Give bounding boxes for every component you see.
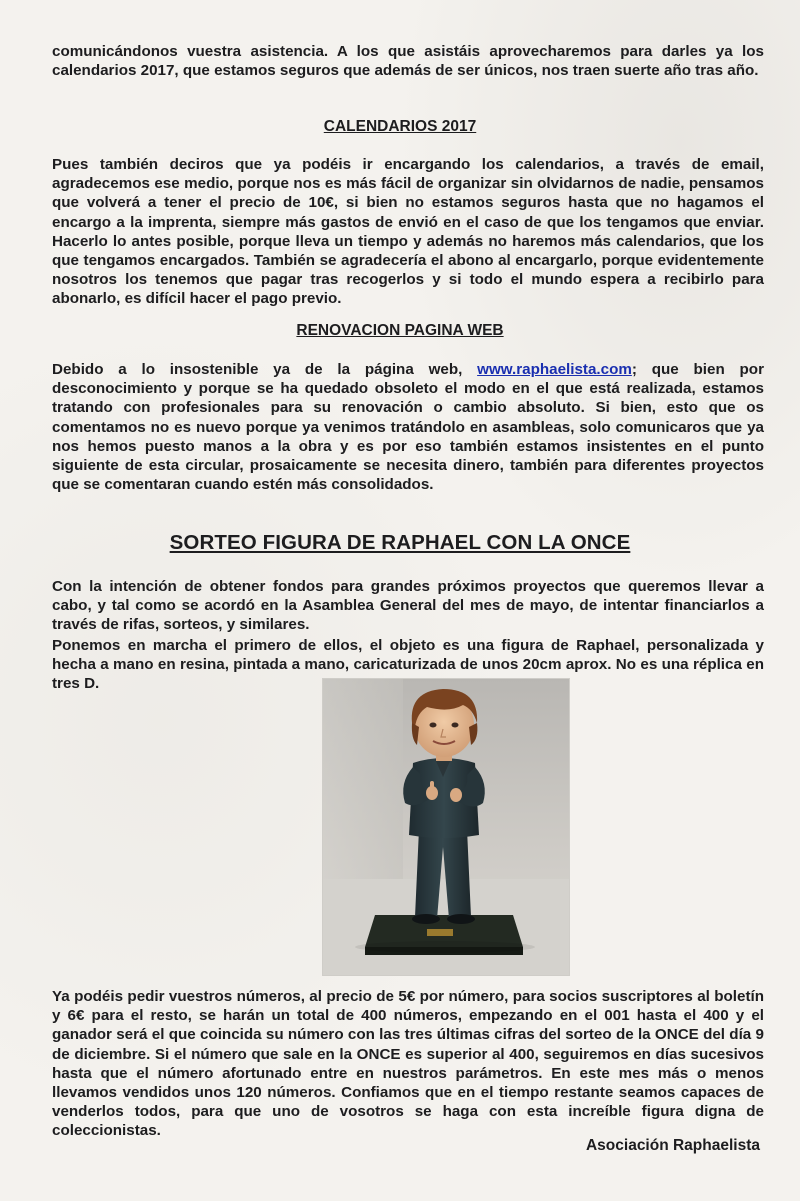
renovacion-paragraph [52,360,764,494]
renovacion-text-end: ; que bien por desconocimiento y porque se ha quedado obsoleto el modo en el que está realizada, estamos tratando con profesionales para su renovación o cambio absoluto. Si bien, esto que os comentamos no es nuevo porque ya venimos tratándolo en asambleas, solo comunicaros que ya nos hemos puesto manos a la obra y es por eso también estamos insistentes en el punto siguiente de esta circular, prosaicamente se necesita dinero, también para diferentes proyectos que se comentaran cuando estén más consolidados. [52,361,764,494]
sorteo-rules-paragraph: Ya podéis pedir vuestros números, al precio de 5€ por número, para socios suscriptores al boletín y 6€ para el resto, se harán un total de 400 números, empezando en el 001 hasta el 400 y el ganador será el que coincida su número con las tres últimas cifras del sorteo de la ONCE del día 9 de diciembre. Si el número que sale en la ONCE es superior al 400, seguiremos en días sucesivos hasta que el número afortunado entre en nuestros parámetros. En este mes más o menos llevamos vendidos unos 120 números. Confiamos que en el tiempo restante seamos capaces de venderlos todos, para que uno de vosotros se haga con esta increíble figura digna de coleccionistas. [52,988,764,1140]
raphael-figure-photo [322,678,570,976]
renovacion-heading: RENOVACION PAGINA WEB [296,322,504,339]
sorteo-heading: SORTEO FIGURA DE RAPHAEL CON LA ONCE [169,531,631,554]
calendarios-heading: CALENDARIOS 2017 [323,118,477,135]
renovacion-text-start: Debido a lo insostenible ya de la página web, [52,361,478,378]
sorteo-figure-description: Ponemos en marcha el primero de ellos, el objeto es una figura de Raphael, personalizada y hecha a mano en resina, pintada a mano, caricaturizada de unos 20cm aprox. No es una réplica en tres D. [52,637,764,693]
calendarios-paragraph: Pues también deciros que ya podéis ir encargando los calendarios, a través de email, agradecemos ese medio, porque nos es más fácil de organizar sin olvidarnos de nadie, pensamos que volverá a tener el precio de 10€, si bien no estamos seguros hasta que no hagamos el encargo a la imprenta, siempre más gastos de envió en el caso de que los tengamos que enviar. Hacerlo lo antes posible, porque lleva un tiempo y además no haremos más calendarios, que los que tengamos encargados. También se agradecería el abono al encargarlo, porque evidentemente nosotros los tenemos que pagar tras recogerlos y si todo el mundo espera a recibirlo para abonarlo, es difícil hacer el pago previo. [52,156,764,308]
website-link[interactable]: www.raphaelista.com [477,361,632,378]
intro-paragraph: comunicándonos vuestra asistencia. A los que asistáis aprovecharemos para darles ya los calendarios 2017, que estamos seguros que además de ser únicos, nos traen suerte año tras año. [52,43,764,80]
sorteo-intro-paragraph: Con la intención de obtener fondos para grandes próximos proyectos que queremos llevar a cabo, y tal como se acordó en la Asamblea General del mes de mayo, de intentar financiarlos a través de rifas, sorteos, y similares. [52,578,764,634]
signature: Asociación Raphaelista [585,1137,760,1154]
